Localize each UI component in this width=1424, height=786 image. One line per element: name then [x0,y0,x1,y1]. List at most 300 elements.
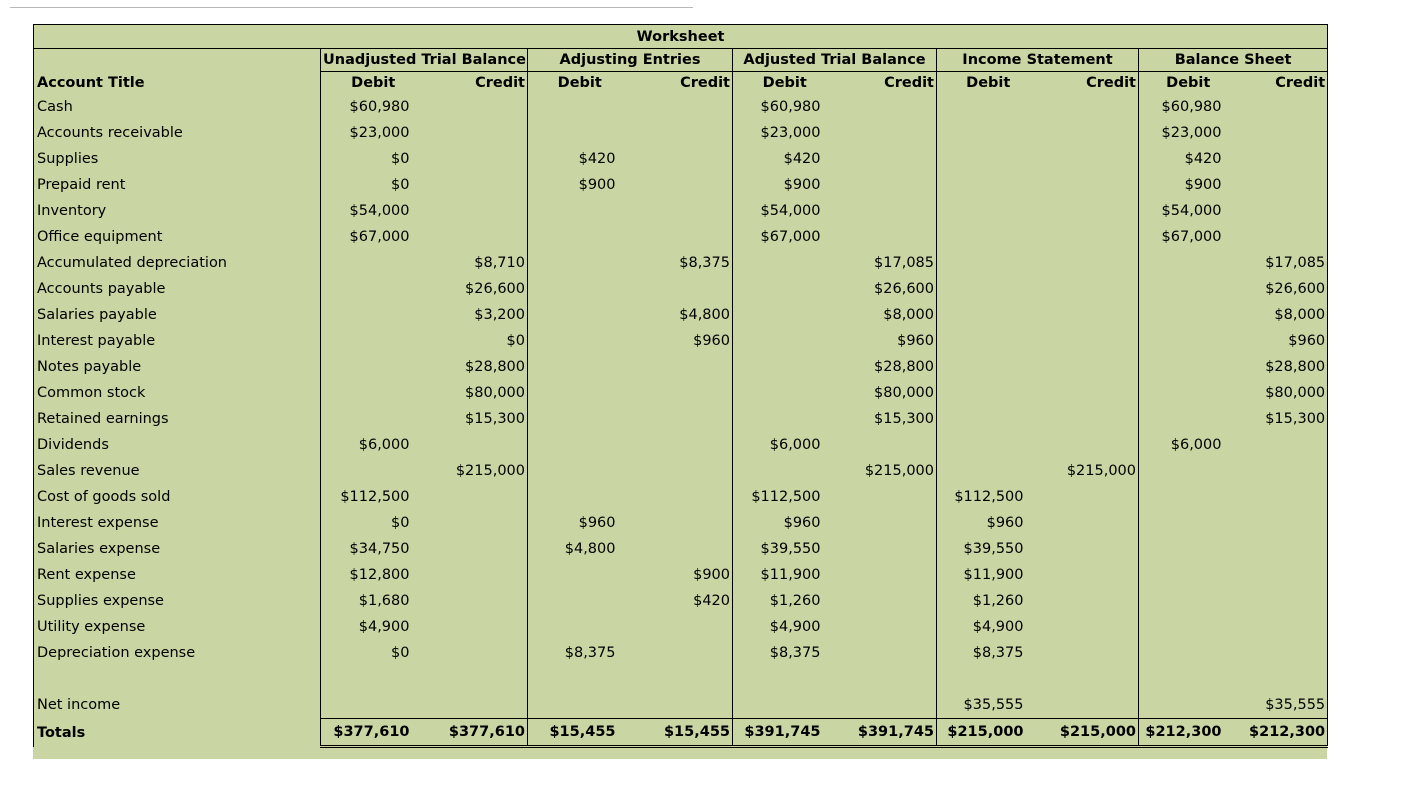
debit-amount-cell [1139,458,1236,484]
credit-amount-cell: $28,800 [1236,354,1328,380]
debit-amount-cell [937,172,1038,198]
debit-amount-cell [1139,692,1236,719]
credit-amount-cell: $420 [630,588,733,614]
account-title: Utility expense [34,614,321,640]
debit-amount-cell [1139,354,1236,380]
debit-amount-cell: $112,500 [954,489,1024,505]
debit-amount-cell [528,250,630,276]
credit-amount-cell [1236,562,1328,588]
debit-amount-cell [937,302,1038,328]
debit-amount-cell [321,692,424,719]
credit-amount-cell: $215,000 [424,458,528,484]
credit-amount-cell [424,224,528,250]
account-title: Office equipment [34,224,321,250]
credit-amount-cell [630,224,733,250]
debit-amount-cell [528,432,630,458]
debit-amount-cell [1139,276,1236,302]
account-title: Sales revenue [34,458,321,484]
credit-amount-cell [835,614,937,640]
debit-amount-cell: $420 [1184,151,1222,167]
debit-amount-cell [1139,562,1236,588]
debit-amount-cell: $1,260 [972,593,1024,609]
debit-amount-cell: $35,555 [963,697,1024,713]
credit-amount-cell [835,588,937,614]
debit-amount-cell: $39,550 [963,541,1024,557]
debit-amount-cell [733,276,835,302]
credit-amount-cell [1236,120,1328,146]
credit-amount-cell: $8,710 [424,250,528,276]
debit-amount-cell [1139,328,1236,354]
credit-amount-cell [1236,224,1328,250]
credit-amount-cell [1038,354,1139,380]
debit-amount-cell: $60,980 [760,99,821,115]
credit-amount-cell [630,172,733,198]
debit-amount-cell [528,276,630,302]
account-title: Salaries expense [34,536,321,562]
credit-amount-cell [630,510,733,536]
debit-amount-cell [528,198,630,224]
credit-amount-cell: $391,745 [835,719,937,747]
credit-amount-cell: $17,085 [835,250,937,276]
debit-amount-cell: $54,000 [760,203,821,219]
debit-amount-cell [528,562,630,588]
debit-amount-cell [937,458,1038,484]
debit-amount-cell: $215,000 [937,719,1038,747]
credit-amount-cell [630,406,733,432]
account-title: Cash [34,94,321,120]
credit-amount-cell [424,588,528,614]
debit-amount-cell [1139,536,1236,562]
debit-amount-cell: $391,745 [733,719,835,747]
credit-amount-cell [1236,640,1328,666]
debit-amount-cell: $4,900 [321,614,424,640]
account-title: Depreciation expense [34,640,321,666]
debit-amount-cell [1139,406,1236,432]
group-header-balance-sheet: Balance Sheet [1139,49,1328,72]
debit-header: Debit [321,72,424,95]
credit-amount-cell [835,692,937,719]
debit-amount-cell: $39,550 [760,541,821,557]
debit-amount-cell: $420 [783,151,821,167]
debit-amount-cell: $4,900 [769,619,821,635]
credit-amount-cell [630,380,733,406]
credit-amount-cell [835,120,937,146]
debit-amount-cell [1139,510,1236,536]
group-header-row [34,49,1328,72]
credit-amount-cell [424,614,528,640]
credit-amount-cell [424,536,528,562]
debit-amount-cell [937,276,1038,302]
credit-amount-cell [1038,432,1139,458]
debit-amount-cell: $67,000 [321,224,424,250]
table-row [34,406,1328,432]
debit-amount-cell [1139,640,1236,666]
account-title: Supplies [34,146,321,172]
group-header-adjusted-trial-balance: Adjusted Trial Balance [733,49,937,72]
credit-amount-cell: $4,800 [630,302,733,328]
credit-amount-cell: $0 [424,328,528,354]
debit-amount-cell: $0 [321,510,424,536]
debit-amount-cell: $960 [578,515,616,531]
debit-amount-cell: $0 [321,172,424,198]
credit-amount-cell: $17,085 [1236,250,1328,276]
credit-amount-cell [1236,94,1328,120]
debit-amount-cell [528,354,630,380]
credit-amount-cell [630,276,733,302]
account-title: Notes payable [34,354,321,380]
credit-amount-cell: $3,200 [424,302,528,328]
debit-amount-cell: $15,455 [528,719,630,747]
table-row [34,172,1328,198]
debit-amount-cell [528,588,630,614]
debit-amount-cell: $11,900 [963,567,1024,583]
worksheet-title: Worksheet [34,25,1328,49]
debit-amount-cell: $900 [1184,177,1222,193]
debit-amount-cell: $23,000 [760,125,821,141]
group-header-unadjusted-trial-balance: Unadjusted Trial Balance [321,49,528,72]
debit-amount-cell [528,120,630,146]
table-row [34,614,1328,640]
debit-amount-cell [528,458,630,484]
debit-amount-cell [1139,588,1236,614]
credit-amount-cell [424,172,528,198]
credit-amount-cell [630,484,733,510]
account-title: Accounts payable [34,276,321,302]
table-row [34,458,1328,484]
credit-amount-cell: $960 [630,328,733,354]
debit-amount-cell [937,198,1038,224]
credit-amount-cell: $960 [835,328,937,354]
credit-amount-cell [835,640,937,666]
credit-amount-cell: $15,300 [424,406,528,432]
credit-amount-cell [1038,302,1139,328]
debit-amount-cell [321,354,424,380]
debit-amount-cell [937,250,1038,276]
table-row [34,510,1328,536]
account-title: Interest payable [34,328,321,354]
credit-amount-cell [1236,198,1328,224]
credit-amount-cell: $215,000 [1038,458,1139,484]
credit-header: Credit [1236,72,1328,95]
debit-amount-cell [733,302,835,328]
debit-amount-cell: $1,260 [769,593,821,609]
debit-amount-cell [937,224,1038,250]
debit-amount-cell [528,614,630,640]
debit-amount-cell [937,120,1038,146]
credit-amount-cell [630,198,733,224]
debit-amount-cell: $11,900 [760,567,821,583]
debit-amount-cell [1139,380,1236,406]
debit-amount-cell: $960 [986,515,1024,531]
credit-amount-cell [630,536,733,562]
debit-amount-cell [1139,484,1236,510]
account-title: Dividends [34,432,321,458]
credit-amount-cell: $28,800 [835,354,937,380]
credit-amount-cell [1038,510,1139,536]
debit-amount-cell [321,458,424,484]
credit-amount-cell [630,640,733,666]
credit-header: Credit [835,72,937,95]
debit-amount-cell: $60,980 [321,94,424,120]
group-header-adjusting-entries: Adjusting Entries [528,49,733,72]
credit-amount-cell [835,94,937,120]
credit-amount-cell [1236,588,1328,614]
credit-amount-cell [1038,536,1139,562]
debit-amount-cell [733,406,835,432]
credit-amount-cell [1038,484,1139,510]
debit-amount-cell: $0 [321,640,424,666]
credit-amount-cell [835,484,937,510]
credit-amount-cell: $35,555 [1236,692,1328,719]
debit-amount-cell [528,328,630,354]
debit-amount-cell: $4,900 [972,619,1024,635]
debit-amount-cell [937,380,1038,406]
credit-amount-cell [1236,146,1328,172]
credit-amount-cell [835,146,937,172]
debit-amount-cell: $420 [578,151,616,167]
credit-amount-cell [424,432,528,458]
account-title: Salaries payable [34,302,321,328]
credit-amount-cell [1038,692,1139,719]
debit-amount-cell [937,406,1038,432]
debit-amount-cell: $23,000 [1161,125,1222,141]
debit-amount-cell [937,328,1038,354]
debit-amount-cell: $6,000 [321,432,424,458]
account-title: Interest expense [34,510,321,536]
credit-amount-cell: $80,000 [1236,380,1328,406]
totals-row [34,719,1328,747]
debit-amount-cell: $4,800 [564,541,616,557]
credit-amount-cell: $215,000 [835,458,937,484]
credit-amount-cell [630,354,733,380]
credit-amount-cell: $900 [630,562,733,588]
credit-amount-cell [1038,562,1139,588]
table-row [34,94,1328,120]
debit-amount-cell [321,328,424,354]
debit-amount-cell [937,432,1038,458]
debit-amount-cell [321,406,424,432]
credit-amount-cell [630,614,733,640]
debit-amount-cell: $212,300 [1139,719,1236,747]
credit-amount-cell [1038,614,1139,640]
debit-amount-cell: $54,000 [1161,203,1222,219]
table-row [34,562,1328,588]
credit-amount-cell: $15,300 [835,406,937,432]
debit-amount-cell [733,380,835,406]
debit-amount-cell: $900 [578,177,616,193]
debit-header: Debit [557,75,602,91]
debit-amount-cell: $6,000 [769,437,821,453]
credit-amount-cell: $80,000 [424,380,528,406]
credit-amount-cell [424,692,528,719]
credit-amount-cell [630,120,733,146]
debit-amount-cell [321,302,424,328]
table-row [34,276,1328,302]
table-row [34,224,1328,250]
credit-amount-cell: $8,000 [1236,302,1328,328]
debit-amount-cell [733,458,835,484]
credit-amount-cell [1038,250,1139,276]
worksheet [33,24,1327,759]
credit-amount-cell [424,484,528,510]
debit-amount-cell [1139,250,1236,276]
debit-amount-cell: $67,000 [760,229,821,245]
debit-amount-cell: $67,000 [1161,229,1222,245]
table-row [34,354,1328,380]
credit-amount-cell [835,224,937,250]
credit-header: Credit [424,72,528,95]
credit-amount-cell [1038,588,1139,614]
credit-amount-cell [424,562,528,588]
debit-header: Debit [762,75,807,91]
credit-amount-cell [1236,172,1328,198]
debit-amount-cell: $23,000 [321,120,424,146]
table-row [34,588,1328,614]
account-title-header: Account Title [34,72,321,95]
credit-amount-cell [1038,120,1139,146]
credit-amount-cell [1236,536,1328,562]
worksheet-table [33,24,1328,748]
credit-amount-cell [1038,94,1139,120]
debit-amount-cell [528,484,630,510]
credit-header: Credit [1038,72,1139,95]
credit-amount-cell [630,146,733,172]
group-header-income-statement: Income Statement [937,49,1139,72]
credit-amount-cell [1236,510,1328,536]
credit-amount-cell: $377,610 [424,719,528,747]
debit-header: Debit [966,75,1011,91]
debit-amount-cell [1139,614,1236,640]
debit-amount-cell [528,94,630,120]
account-title: Retained earnings [34,406,321,432]
debit-amount-cell: $60,980 [1161,99,1222,115]
credit-amount-cell: $26,600 [424,276,528,302]
table-row [34,484,1328,510]
net-income-row [34,692,1328,719]
table-row [34,640,1328,666]
table-row [34,302,1328,328]
credit-amount-cell [835,536,937,562]
credit-amount-cell [424,146,528,172]
account-title: Net income [34,692,321,719]
credit-amount-cell [1236,484,1328,510]
credit-amount-cell [424,510,528,536]
debit-amount-cell [937,94,1038,120]
credit-amount-cell [630,692,733,719]
credit-amount-cell: $215,000 [1038,719,1139,747]
credit-amount-cell [1236,432,1328,458]
debit-amount-cell: $54,000 [321,198,424,224]
debit-amount-cell: $8,375 [769,645,821,661]
credit-header: Credit [630,72,733,95]
credit-amount-cell [835,198,937,224]
debit-amount-cell [937,146,1038,172]
debit-amount-cell: $112,500 [751,489,821,505]
credit-amount-cell [424,120,528,146]
credit-amount-cell [424,640,528,666]
credit-amount-cell [1038,328,1139,354]
credit-amount-cell: $80,000 [835,380,937,406]
debit-amount-cell: $960 [783,515,821,531]
debit-amount-cell [733,692,835,719]
table-row [34,146,1328,172]
table-row [34,328,1328,354]
debit-amount-cell: $8,375 [564,645,616,661]
account-title: Totals [34,719,321,747]
credit-amount-cell [1038,406,1139,432]
debit-amount-cell [1139,302,1236,328]
debit-amount-cell [528,224,630,250]
table-row [34,536,1328,562]
credit-amount-cell [1038,198,1139,224]
credit-amount-cell [1038,640,1139,666]
credit-amount-cell: $26,600 [835,276,937,302]
account-title: Rent expense [34,562,321,588]
debit-amount-cell [528,406,630,432]
debit-amount-cell [733,250,835,276]
credit-amount-cell [1038,146,1139,172]
table-row [34,120,1328,146]
credit-amount-cell: $212,300 [1236,719,1328,747]
credit-amount-cell [424,198,528,224]
credit-amount-cell [835,432,937,458]
table-row [34,432,1328,458]
debit-amount-cell: $1,680 [321,588,424,614]
credit-amount-cell [1038,172,1139,198]
spacer-row [34,666,1328,692]
debit-amount-cell [528,692,630,719]
debit-amount-cell: $6,000 [1170,437,1222,453]
debit-amount-cell: $8,375 [972,645,1024,661]
credit-amount-cell: $960 [1236,328,1328,354]
debit-amount-cell [321,276,424,302]
account-title: Inventory [34,198,321,224]
column-header-row [34,72,1328,95]
account-title: Cost of goods sold [34,484,321,510]
credit-amount-cell [1236,458,1328,484]
debit-amount-cell [733,354,835,380]
account-title: Prepaid rent [34,172,321,198]
credit-amount-cell [835,510,937,536]
debit-amount-cell [733,328,835,354]
debit-amount-cell: $34,750 [321,536,424,562]
table-row [34,198,1328,224]
debit-amount-cell [937,354,1038,380]
credit-amount-cell [630,94,733,120]
credit-amount-cell: $8,375 [630,250,733,276]
debit-amount-cell [321,250,424,276]
debit-header: Debit [1166,75,1211,91]
credit-amount-cell [1038,224,1139,250]
debit-amount-cell: $12,800 [321,562,424,588]
credit-amount-cell: $15,455 [630,719,733,747]
account-title: Common stock [34,380,321,406]
top-divider-line [10,7,693,8]
credit-amount-cell [630,458,733,484]
account-title: Accounts receivable [34,120,321,146]
credit-amount-cell [1038,276,1139,302]
credit-amount-cell: $26,600 [1236,276,1328,302]
credit-amount-cell [424,94,528,120]
credit-amount-cell [630,432,733,458]
credit-amount-cell [835,172,937,198]
debit-amount-cell: $112,500 [321,484,424,510]
table-row [34,380,1328,406]
title-row [34,25,1328,49]
credit-amount-cell: $28,800 [424,354,528,380]
credit-amount-cell [835,562,937,588]
credit-amount-cell [1038,380,1139,406]
